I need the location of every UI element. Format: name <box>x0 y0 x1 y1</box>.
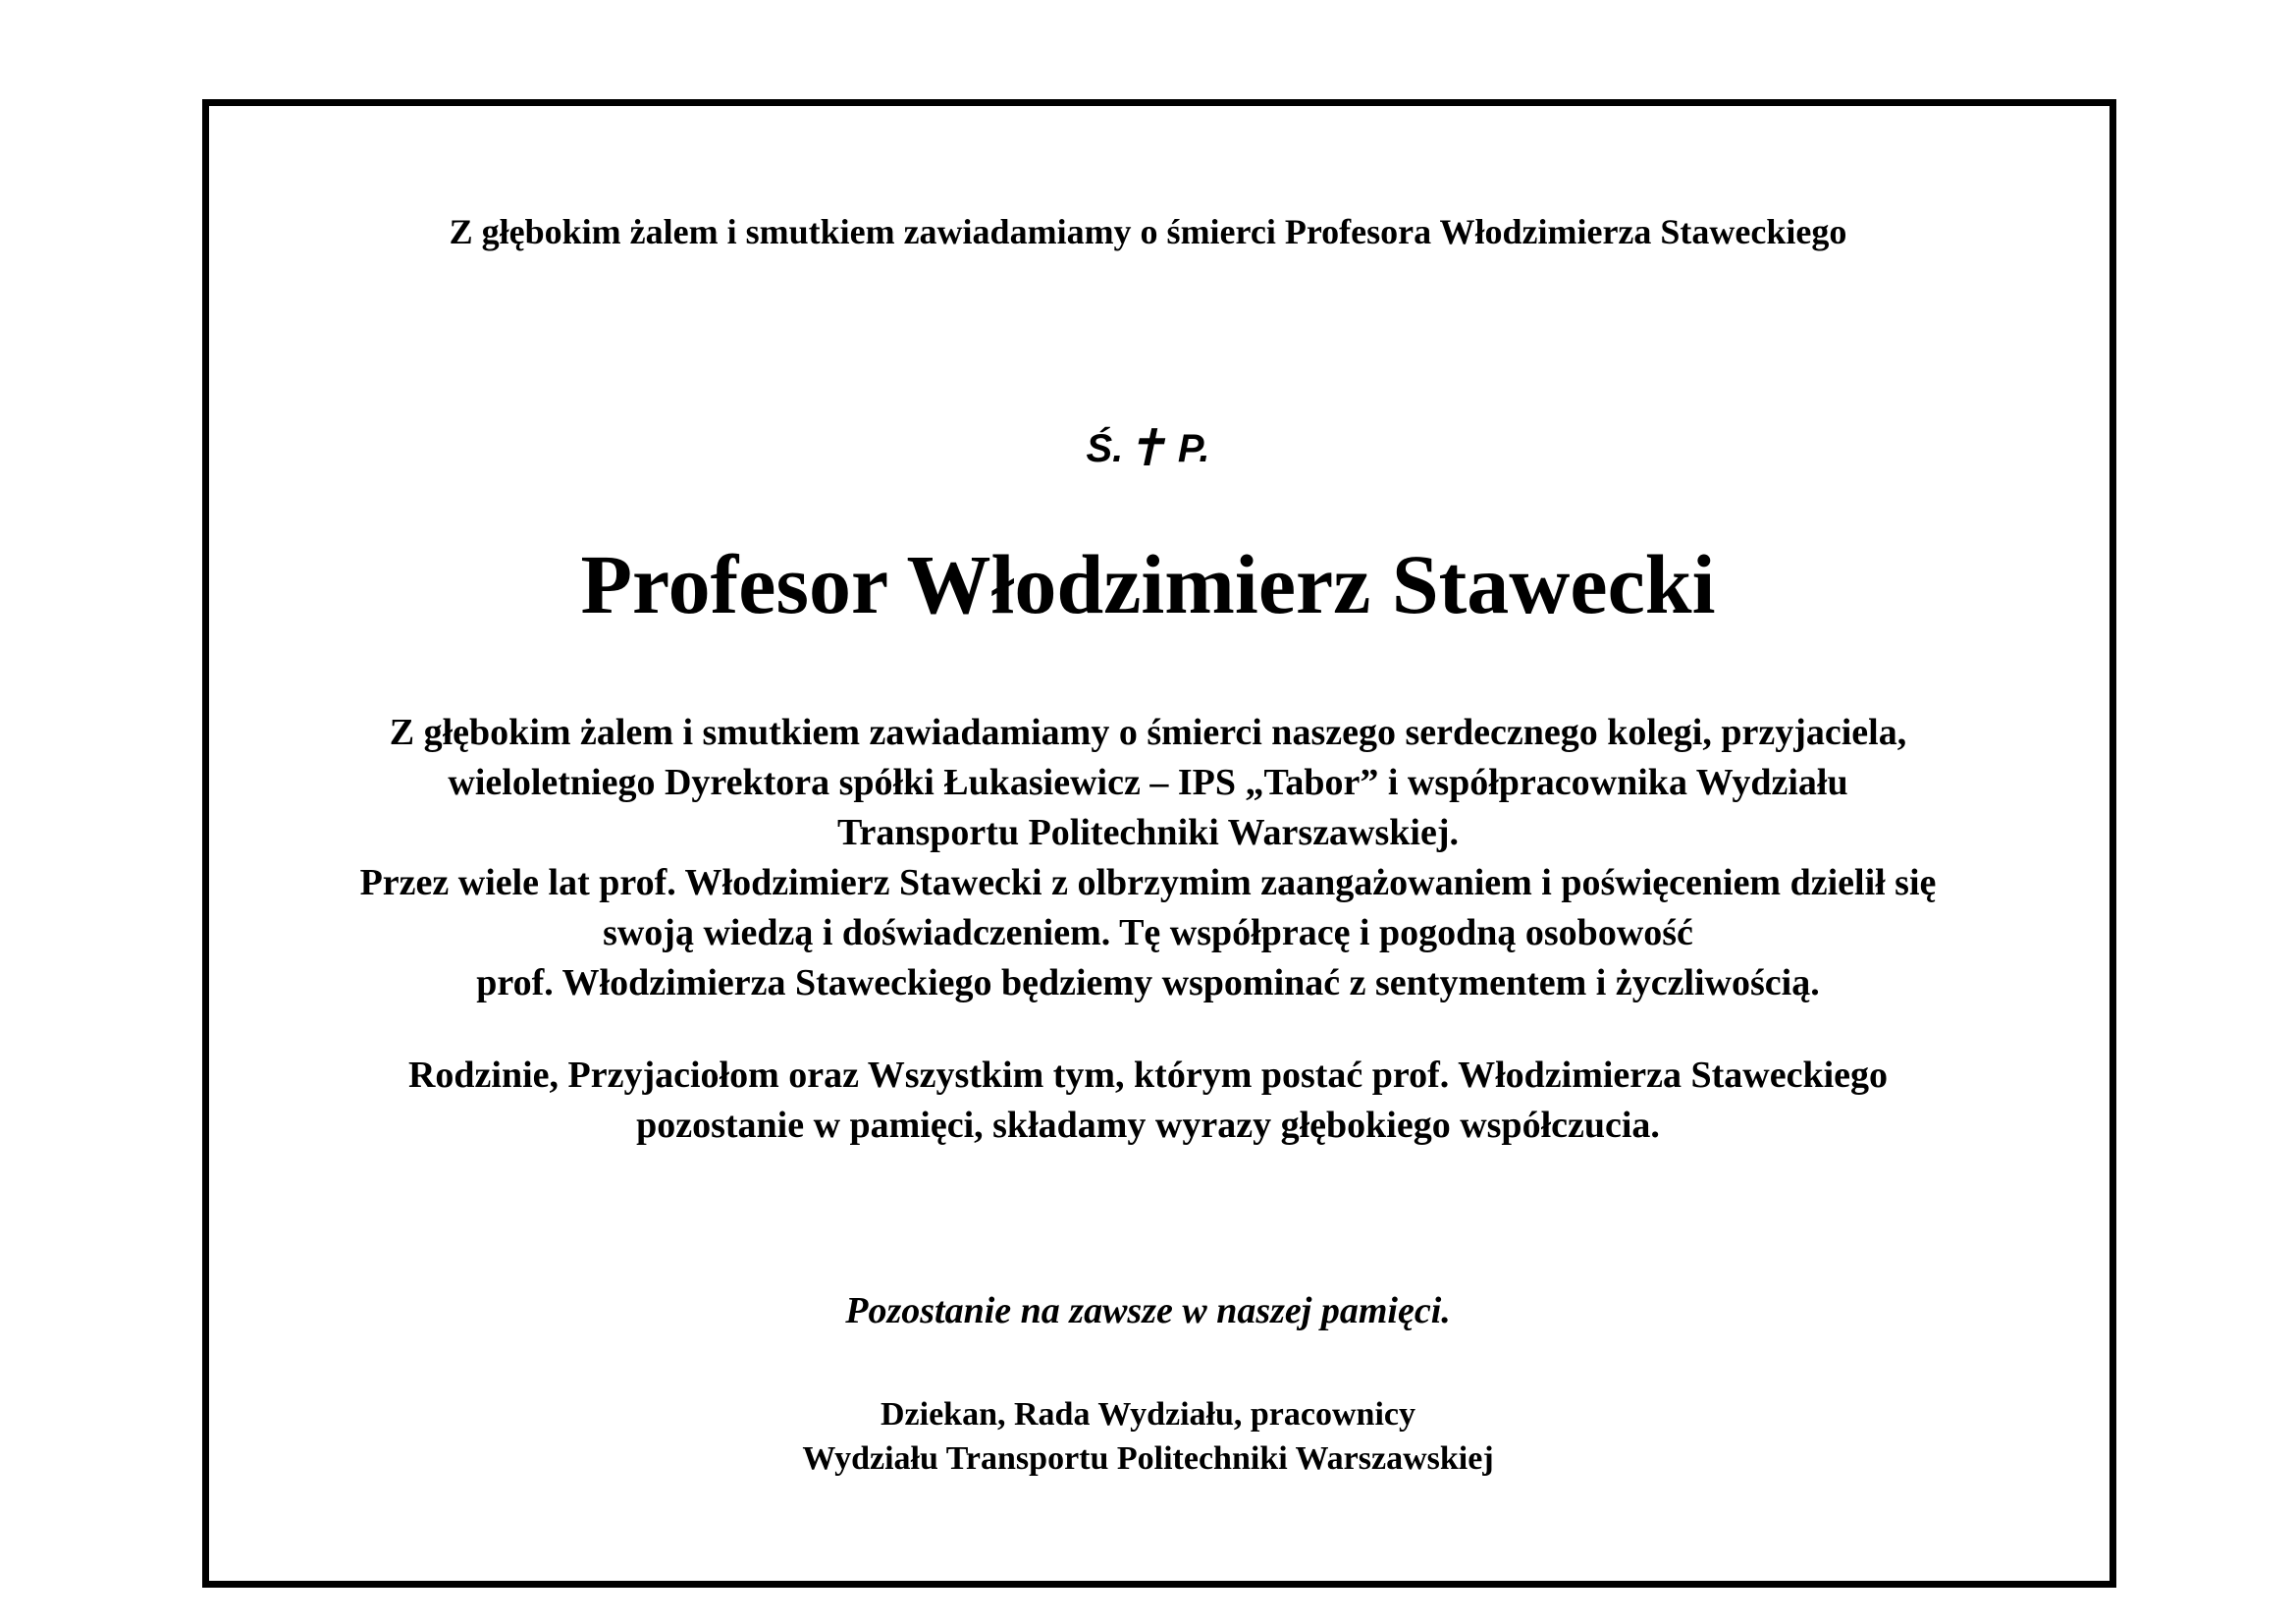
paragraph-1 <box>0 708 2296 1008</box>
sp-right-text: P. <box>1177 427 1210 470</box>
deceased-name: Profesor Włodzimierz Stawecki <box>580 537 1716 631</box>
intro-line: Z głębokim żalem i smutkiem zawiadamiamy o śmierci Profesora Włodzimierza Staweckiego <box>449 212 1847 251</box>
paragraph-2 <box>0 1051 2296 1151</box>
paragraph-1-line: wieloletniego Dyrektora spółki Łukasiewicz – IPS „Tabor” i współpracownika Wydziału <box>448 762 1848 803</box>
sp-left-text: Ś. <box>1086 427 1124 470</box>
paragraph-1-line: Z głębokim żalem i smutkiem zawiadamiamy o śmierci naszego serdecznego kolegi, przyjaciela, <box>389 712 1907 753</box>
signature-line: Dziekan, Rada Wydziału, pracownicy <box>881 1396 1415 1433</box>
signature-block <box>0 1392 2296 1481</box>
paragraph-1-line: swoją wiedzą i doświadczeniem. Tę współpracę i pogodną osobowość <box>603 912 1693 953</box>
sp-heading <box>0 419 2296 478</box>
paragraph-1-line: Transportu Politechniki Warszawskiej. <box>836 812 1459 853</box>
paragraph-2-line: Rodzinie, Przyjaciołom oraz Wszystkim tym, którym postać prof. Włodzimierza Staweckiego <box>407 1055 1889 1096</box>
paragraph-1-line: prof. Włodzimierza Staweckiego będziemy wspominać z sentymentem i życzliwością. <box>476 962 1820 1003</box>
signature-line: Wydziału Transportu Politechniki Warszawskiej <box>802 1440 1494 1477</box>
motto: Pozostanie na zawsze w naszej pamięci. <box>845 1290 1451 1331</box>
cross-icon: ✝ <box>1122 419 1179 478</box>
paragraph-1-line: Przez wiele lat prof. Włodzimierz Stawecki z olbrzymim zaangażowaniem i poświęceniem dzielił się <box>359 862 1937 903</box>
paragraph-2-line: pozostanie w pamięci, składamy wyrazy głębokiego współczucia. <box>636 1105 1660 1146</box>
